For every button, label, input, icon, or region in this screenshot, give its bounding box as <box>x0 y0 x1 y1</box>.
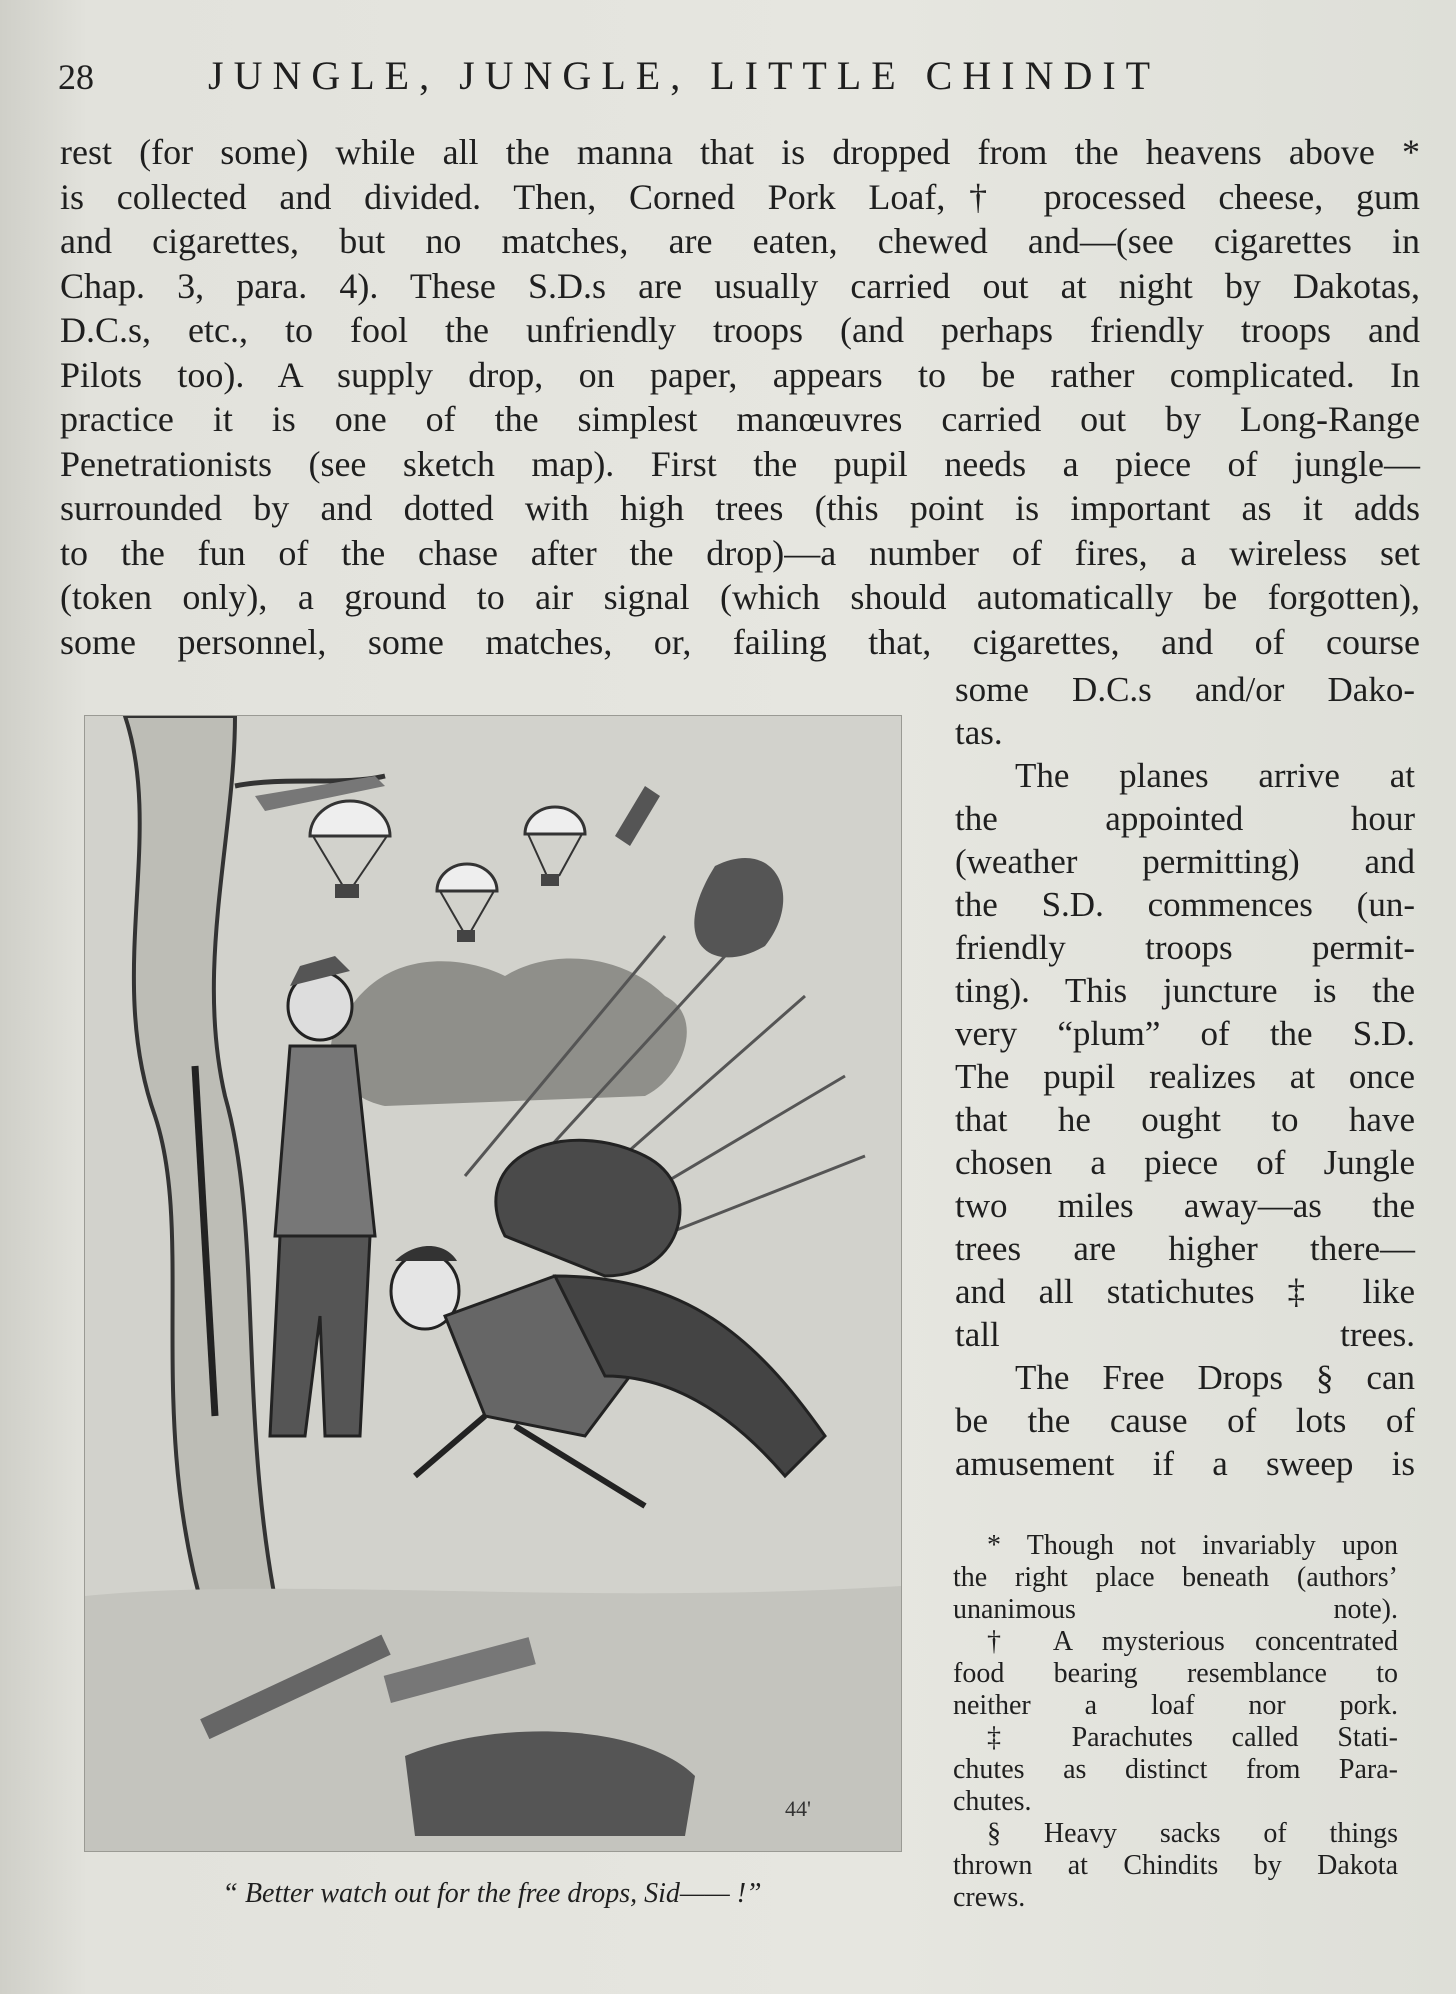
right-column-text <box>955 668 1415 1485</box>
footnote-line: thrown at Chindits by Dakota <box>953 1850 1398 1881</box>
page-number: 28 <box>58 57 94 97</box>
body-line: the appointed hour <box>955 799 1415 838</box>
footnote-line: † A mysterious concentrated <box>987 1626 1398 1657</box>
body-line: some D.C.s and/or Dako- <box>955 670 1415 709</box>
body-line: rest (for some) while all the manna that is dropped from the heavens above * <box>60 132 1420 172</box>
falling-soldier <box>391 1140 825 1506</box>
artist-signature: 44' <box>785 1796 811 1821</box>
footnote-line: chutes. <box>953 1786 1032 1817</box>
illustration-caption: “ Better watch out for the free drops, Sid—— !” <box>222 1878 762 1909</box>
body-paragraph <box>60 130 1420 664</box>
footnote-line: the right place beneath (authors’ <box>953 1562 1398 1593</box>
cartoon-illustration <box>84 715 902 1852</box>
falling-sack <box>615 786 660 846</box>
cartoon-drawing <box>85 716 901 1851</box>
body-line: D.C.s, etc., to fool the unfriendly troops (and perhaps friendly troops and <box>60 310 1420 350</box>
body-line: The planes arrive at <box>1015 756 1415 795</box>
body-line: very “plum” of the S.D. <box>955 1014 1415 1053</box>
parachute-icon <box>437 864 497 942</box>
footnote-line: neither a loaf nor pork. <box>953 1690 1398 1721</box>
body-line: The pupil realizes at once <box>955 1057 1415 1096</box>
body-line: Penetrationists (see sketch map). First the pupil needs a piece of jungle— <box>60 443 1420 484</box>
body-line: (weather permitting) and <box>955 842 1415 881</box>
body-line: ting). This juncture is the <box>955 971 1415 1010</box>
body-line: (token only), a ground to air signal (which should automatically be forgotten), <box>60 577 1420 617</box>
falling-sack <box>694 858 783 957</box>
body-line: that he ought to have <box>955 1100 1415 1139</box>
running-title: JUNGLE, JUNGLE, LITTLE CHINDIT <box>208 53 1161 98</box>
body-line: tas. <box>955 713 1003 752</box>
body-line: The Free Drops § can <box>1015 1358 1415 1397</box>
bush-shape <box>331 959 687 1106</box>
body-line: amusement if a sweep is <box>955 1444 1415 1483</box>
parachute-icon <box>310 801 390 898</box>
body-line: and all statichutes ‡ like <box>955 1272 1415 1311</box>
body-line: tall trees. <box>955 1315 1415 1354</box>
page-header <box>58 52 1416 102</box>
body-line: and cigarettes, but no matches, are eaten, chewed and—(see cigarettes in <box>60 221 1420 261</box>
footnote-line: § Heavy sacks of things <box>987 1818 1398 1849</box>
body-line: practice it is one of the simplest manœuvres carried out by Long-Range <box>60 399 1420 439</box>
body-line: to the fun of the chase after the drop)—a number of fires, a wireless set <box>60 532 1420 573</box>
body-line: Pilots too). A supply drop, on paper, appears to be rather complicated. In <box>60 354 1420 395</box>
footnote-line: crews. <box>953 1882 1026 1913</box>
body-line: some personnel, some matches, or, failing that, cigarettes, and of course <box>60 621 1420 662</box>
parachute-icon <box>525 807 585 886</box>
footnotes <box>953 1530 1398 1914</box>
body-line: chosen a piece of Jungle <box>955 1143 1415 1182</box>
footnote-line: * Though not invariably upon <box>987 1530 1398 1561</box>
body-line: the S.D. commences (un- <box>955 885 1415 924</box>
footnote-line: chutes as distinct from Para- <box>953 1754 1398 1785</box>
body-line: two miles away—as the <box>955 1186 1415 1225</box>
body-line: be the cause of lots of <box>955 1401 1415 1440</box>
body-line: trees are higher there— <box>955 1229 1415 1268</box>
footnote-line: food bearing resemblance to <box>953 1658 1398 1689</box>
body-line: is collected and divided. Then, Corned Pork Loaf,† processed cheese, gum <box>60 176 1420 217</box>
body-line: surrounded by and dotted with high trees (this point is important as it adds <box>60 488 1420 528</box>
footnote-line: unanimous note). <box>953 1594 1398 1625</box>
body-line: Chap. 3, para. 4). These S.D.s are usually carried out at night by Dakotas, <box>60 265 1420 306</box>
body-line: friendly troops permit- <box>955 928 1415 967</box>
footnote-line: ‡ Parachutes called Stati- <box>987 1722 1398 1753</box>
